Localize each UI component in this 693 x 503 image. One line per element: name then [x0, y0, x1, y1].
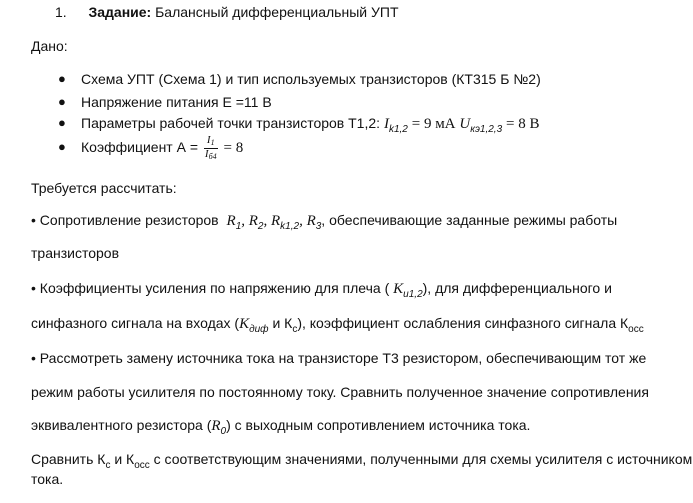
given-item-1-text: Схема УПТ (Схема 1) и тип используемых транзисторов (КТ315 Б №2) — [81, 71, 541, 87]
ik-value: = 9 мА — [411, 116, 456, 132]
required-p4: • Рассмотреть замену источника тока на транзисторе Т3 резистором, обеспечивающим тот же — [31, 350, 647, 366]
required-p8: тока. — [31, 471, 64, 487]
ik-subscript: k1,2 — [388, 124, 408, 135]
required-p2: • Коэффициенты усиления по напряжению для плеча ( $K_{u1,2}$), для дифференциального и — [31, 280, 612, 300]
uk-value: = 8 В — [506, 116, 540, 132]
p2-k: K — [393, 281, 404, 297]
task-label: Задание: — [88, 4, 152, 20]
uk-symbol: U — [459, 116, 471, 132]
required-heading: Требуется рассчитать: — [31, 180, 177, 196]
required-p1: • Сопротивление резисторов $R_1$, $R_2$, $R_{k1,2}$, $R_3$, обеспечивающие заданные режимы работы — [31, 212, 618, 232]
required-p3: синфазного сигнала на входах ($K_{диф}$ и $К_с$), коэффициент ослабления синфазного сигнала $К_{осс}$ — [31, 315, 644, 335]
required-p6: эквивалентного резистора $(R_0)$ с выходным сопротивлением источника тока. — [31, 417, 531, 437]
task-header — [55, 4, 399, 20]
given-item-3-text: Параметры рабочей точки транзисторов Т1,2: — [81, 115, 381, 131]
task-number: 1. — [55, 4, 67, 20]
p1-var-r1: R — [226, 213, 236, 229]
uk-subscript: кэ1,2,3 — [470, 124, 503, 135]
required-p5: режим работы усилителя по постоянному току. Сравнить полученное значение сопротивления — [31, 384, 649, 400]
required-p1-cont: транзисторов — [31, 245, 120, 261]
given-item-4-content — [81, 135, 243, 162]
given-heading: Дано: — [31, 38, 68, 54]
given-item-4-text: Коэффициент А = — [81, 139, 199, 156]
coef-value: = 8 — [223, 140, 244, 157]
ik-symbol: I — [383, 116, 389, 132]
given-item-2-text: Напряжение питания Е =11 В — [81, 94, 272, 110]
coef-denominator: Iб4 — [204, 148, 217, 161]
bullet-icon: ● — [58, 94, 66, 109]
p3-k: K — [239, 316, 250, 332]
given-item-3-content — [81, 115, 540, 135]
coef-numerator: I1 — [204, 135, 218, 149]
bullet-icon: ● — [58, 139, 66, 154]
bullet-icon: ● — [58, 71, 66, 86]
bullet-icon: ● — [58, 115, 66, 130]
task-title: Балансный дифференциальный УПТ — [155, 4, 399, 20]
p6-r: R — [211, 418, 221, 434]
coef-fraction — [204, 135, 218, 162]
required-p7: Сравнить $К_с$ и $К_{осс}$ с соответствующим значениями, полученными для схемы усилителя с источником — [31, 451, 693, 471]
